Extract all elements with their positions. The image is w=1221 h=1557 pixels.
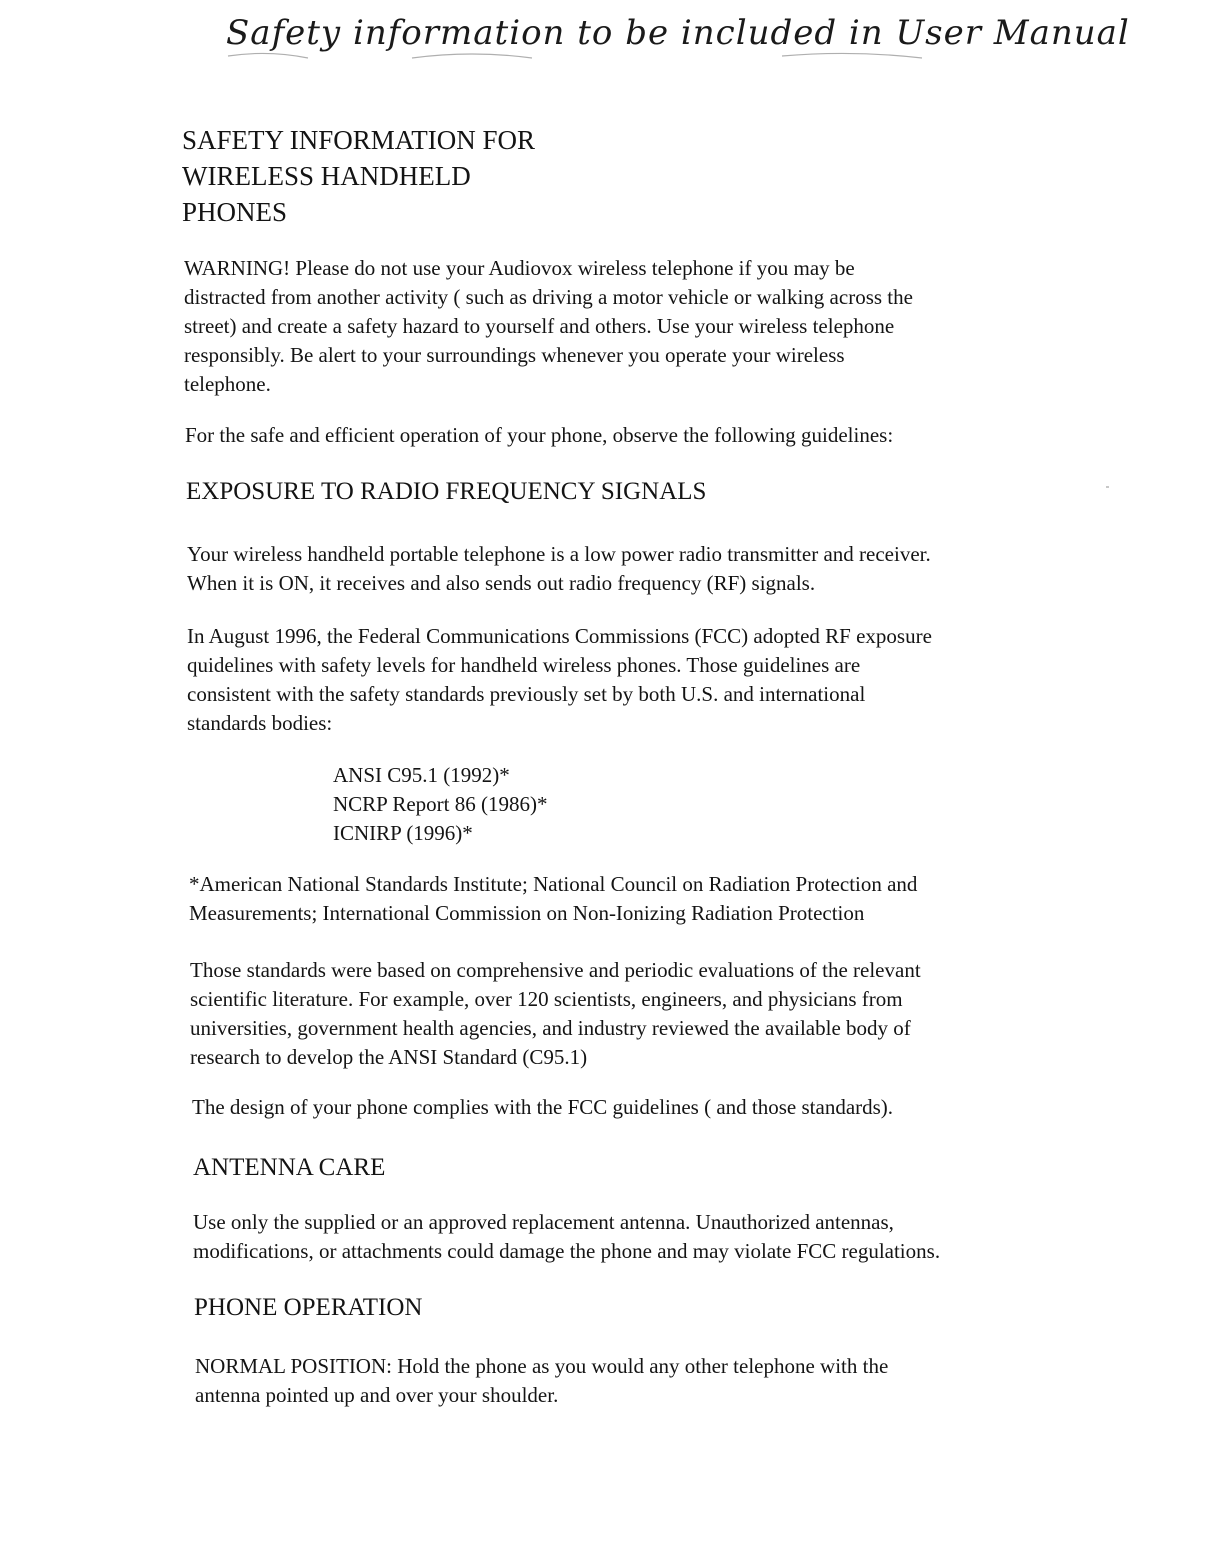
standards-list — [333, 761, 547, 848]
paragraph-line: Your wireless handheld portable telephone is a low power radio transmitter and receiver. — [187, 542, 931, 566]
paragraph-line: modifications, or attachments could damage the phone and may violate FCC regulations. — [193, 1239, 941, 1263]
paragraph-line: When it is ON, it receives and also sends out radio frequency (RF) signals. — [187, 571, 816, 595]
title-line: PHONES — [182, 197, 288, 227]
paragraph-line: Use only the supplied or an approved replacement antenna. Unauthorized antennas, — [193, 1210, 894, 1234]
exposure-paragraph — [187, 540, 931, 598]
paragraph-line: distracted from another activity ( such as driving a motor vehicle or walking across the — [184, 285, 913, 309]
paragraph-line: consistent with the safety standards previously set by both U.S. and international — [187, 682, 866, 706]
warning-paragraph — [184, 254, 913, 399]
fcc-paragraph — [187, 622, 932, 738]
paragraph-line: scientific literature. For example, over 120 scientists, engineers, and physicians from — [190, 987, 903, 1011]
paragraph-line: standards bodies: — [187, 711, 333, 735]
scan-speck — [1106, 486, 1109, 488]
footnote — [189, 870, 917, 928]
paragraph-line: *American National Standards Institute; National Council on Radiation Protection and — [189, 872, 918, 896]
antenna-paragraph — [193, 1208, 940, 1266]
paragraph-line: quidelines with safety levels for handheld wireless phones. Those guidelines are — [187, 653, 861, 677]
title-line: WIRELESS HANDHELD — [182, 161, 471, 191]
section-heading-exposure: EXPOSURE TO RADIO FREQUENCY SIGNALS — [186, 478, 707, 505]
paragraph-line: The design of your phone complies with the FCC guidelines ( and those standards). — [192, 1095, 894, 1119]
section-heading-operation: PHONE OPERATION — [194, 1294, 423, 1321]
operation-paragraph — [195, 1352, 888, 1410]
paragraph-line: universities, government health agencies, and industry reviewed the available body of — [190, 1016, 911, 1040]
section-heading-antenna: ANTENNA CARE — [193, 1154, 386, 1181]
paragraph-line: telephone. — [184, 372, 271, 396]
paragraph-line: antenna pointed up and over your shoulder. — [195, 1383, 559, 1407]
list-item: ICNIRP (1996)* — [333, 821, 473, 845]
page-title — [182, 122, 702, 230]
handwritten-note-text: Safety information to be included in User Manual — [226, 13, 1130, 53]
paragraph-line: Those standards were based on comprehensive and periodic evaluations of the relevant — [190, 958, 921, 982]
handwritten-note — [222, 6, 1152, 68]
standards-paragraph — [190, 956, 921, 1072]
pen-stroke — [228, 53, 922, 58]
compliance-statement — [192, 1093, 893, 1122]
paragraph-line: WARNING! Please do not use your Audiovox wireless telephone if you may be — [184, 256, 855, 280]
paragraph-line: Measurements; International Commission on Non-Ionizing Radiation Protection — [189, 901, 865, 925]
paragraph-line: responsibly. Be alert to your surroundings whenever you operate your wireless — [184, 343, 845, 367]
handwritten-note-graphic — [222, 6, 1152, 68]
paragraph-line: street) and create a safety hazard to yourself and others. Use your wireless telephone — [184, 314, 895, 338]
list-item: ANSI C95.1 (1992)* — [333, 763, 510, 787]
paragraph-line: NORMAL POSITION: Hold the phone as you would any other telephone with the — [195, 1354, 889, 1378]
guidelines-intro — [185, 421, 893, 450]
list-item: NCRP Report 86 (1986)* — [333, 792, 548, 816]
title-line: SAFETY INFORMATION FOR — [182, 125, 536, 155]
paragraph-line: For the safe and efficient operation of your phone, observe the following guidelines: — [185, 423, 894, 447]
paragraph-line: In August 1996, the Federal Communications Commissions (FCC) adopted RF exposure — [187, 624, 932, 648]
paragraph-line: research to develop the ANSI Standard (C95.1) — [190, 1045, 588, 1069]
